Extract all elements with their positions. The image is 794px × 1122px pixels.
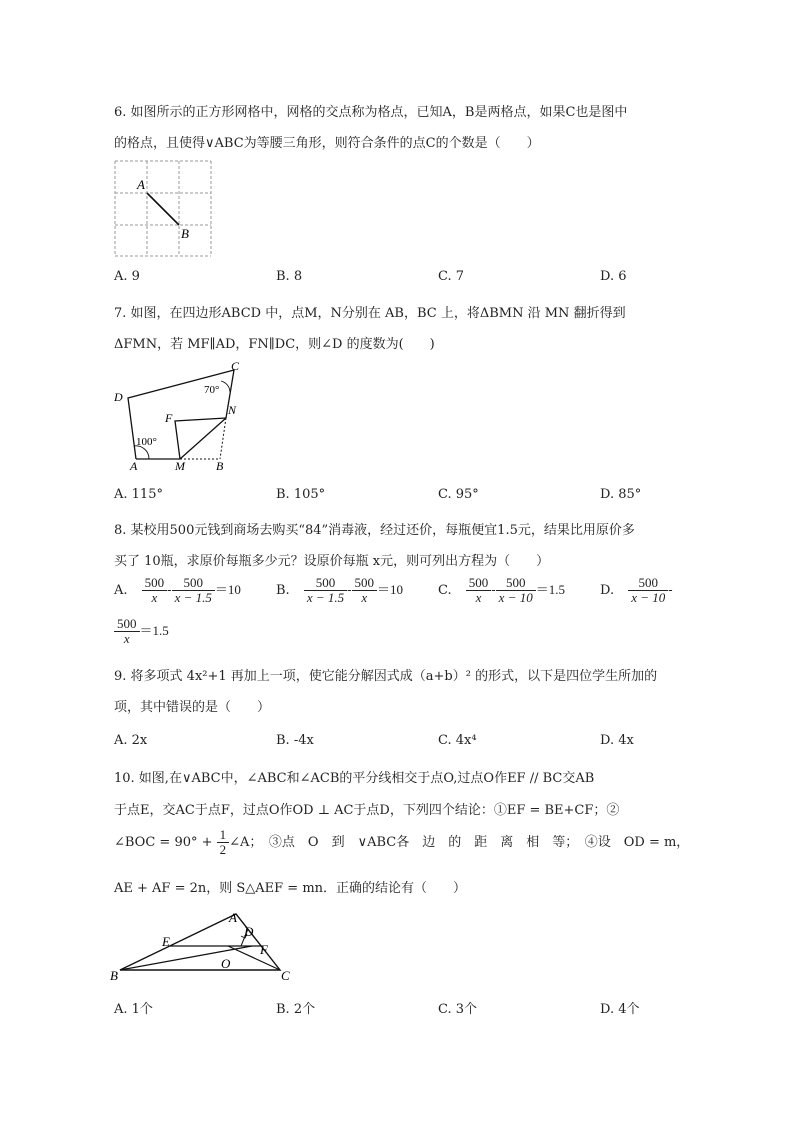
segment-ab	[147, 193, 179, 225]
q8-option-a[interactable]: A. $\frac{500}{x}$ - $\frac{500}{x - 1.5}$ ＝10	[114, 575, 241, 605]
label-a: A	[137, 177, 145, 192]
q9-option-a[interactable]: A. 2x	[114, 733, 148, 748]
q8-stem-line2: 买了 10瓶，求原价每瓶多少元？设原价每瓶 x元，则可列出方程为（ ）	[114, 554, 550, 569]
q6-stem-line2: 的格点，且使得∨ABC为等腰三角形，则符合条件的点C的个数是（ ）	[114, 136, 540, 151]
q8-option-c[interactable]: C. $\frac{500}{x}$ - $\frac{500}{x - 10}$ ＝1.5	[438, 575, 565, 605]
label-b: B	[181, 226, 189, 241]
q10-stem-line4: AE + AF = 2n，则 S△AEF = mn．正确的结论有（ ）	[114, 881, 467, 896]
q10-option-d[interactable]: D. 4个	[600, 1002, 640, 1017]
label-d: D	[244, 924, 254, 939]
label-c: C	[231, 359, 240, 373]
label-d: D	[114, 390, 123, 404]
q8-option-b[interactable]: B. $\frac{500}{x - 1.5}$ - $\frac{500}{x}$ ＝10	[276, 575, 404, 605]
q9-stem-line1: 9. 将多项式 4x²+1 再加上一项，使它能分解因式成（a+b）² 的形式，以下是四位学生所加的	[114, 669, 658, 684]
label-e: E	[162, 934, 170, 949]
q6-grid-figure	[112, 158, 216, 258]
q7-option-c[interactable]: C. 95°	[438, 487, 479, 502]
q9-option-c[interactable]: C. 4x⁴	[438, 733, 477, 748]
q7-option-b[interactable]: B. 105°	[276, 487, 326, 502]
label-m: M	[175, 459, 185, 473]
q6-option-a[interactable]: A. 9	[114, 269, 140, 284]
q9-stem-line2: 项，其中错误的是（ ）	[114, 700, 271, 715]
label-a: A	[229, 910, 237, 925]
q6-option-b[interactable]: B. 8	[276, 269, 303, 284]
q10-option-c[interactable]: C. 3个	[438, 1002, 478, 1017]
fraction: $\frac{500}{x - 1.5}$	[304, 576, 347, 605]
q7-stem-line2: ΔFMN，若 MF∥AD，FN∥DC，则∠D 的度数为( )	[114, 337, 435, 352]
q6-option-c[interactable]: C. 7	[438, 269, 465, 284]
angle-c-label: 70°	[204, 384, 220, 396]
q7-quadrilateral-figure	[108, 356, 258, 476]
q10-stem-line2: 于点E，交AC于点F，过点O作OD ⊥ AC于点D，下列四个结论：①EF = BE+CF；②	[114, 803, 620, 818]
fraction: $\frac{500}{x - 10}$	[496, 576, 536, 605]
label-n: N	[228, 403, 237, 417]
q6-option-d[interactable]: D. 6	[600, 269, 627, 284]
fraction: $\frac{500}{x - 1.5}$	[172, 576, 215, 605]
q6-stem-line1: 6. 如图所示的正方形网格中，网格的交点称为格点，已知A，B是两格点，如果C也是图中	[114, 105, 628, 120]
fraction: $\frac{500}{x - 10}$	[628, 576, 668, 605]
q7-option-a[interactable]: A. 115°	[114, 487, 163, 502]
q10-stem-line3: ∠BOC = 90° + $\frac{1}{2}$ ∠A； ③点 O 到 ∨ABC各 边 的 距 离 相 等； ④设 OD = m，	[114, 827, 690, 857]
option-label: C.	[438, 583, 452, 598]
q10-option-a[interactable]: A. 1个	[114, 1002, 153, 1017]
label-c: C	[281, 968, 290, 983]
fraction: $\frac{500}{x}$	[142, 576, 168, 605]
fraction: $\frac{500}{x}$	[466, 576, 492, 605]
label-f: F	[260, 942, 268, 957]
label-f: F	[165, 411, 173, 425]
option-label: B.	[276, 583, 290, 598]
label-a: A	[130, 459, 138, 473]
q8-option-d[interactable]: D. $\frac{500}{x - 10}$ -	[600, 575, 673, 605]
label-o: O	[221, 956, 231, 971]
q7-option-d[interactable]: D. 85°	[600, 487, 642, 502]
option-label: D.	[600, 583, 615, 598]
q9-option-d[interactable]: D. 4x	[600, 733, 634, 748]
q9-option-b[interactable]: B. -4x	[276, 733, 314, 748]
fraction-half: $\frac{1}{2}$	[217, 828, 230, 857]
fraction: $\frac{500}{x}$	[352, 576, 378, 605]
q10-option-b[interactable]: B. 2个	[276, 1002, 316, 1017]
q8-stem-line1: 8. 某校用500元钱到商场去购买“84”消毒液，经过还价，每瓶便宜1.5元，结果比用原价多	[114, 523, 635, 538]
label-b: B	[110, 968, 118, 983]
q8-option-d-continued: $\frac{500}{x}$ ＝1.5	[114, 617, 169, 646]
angle-a-label: 100°	[136, 436, 157, 448]
option-label: A.	[114, 583, 128, 598]
q10-triangle-figure	[108, 908, 298, 984]
q7-stem-line1: 7. 如图，在四边形ABCD 中，点M，N分别在 AB，BC 上，将ΔBMN 沿 MN 翻折得到	[114, 306, 626, 321]
label-b: B	[216, 459, 224, 473]
fraction: $\frac{500}{x}$	[114, 617, 140, 646]
q10-stem-line1: 10. 如图,在∨ABC中，∠ABC和∠ACB的平分线相交于点O,过点O作EF // BC交AB	[114, 771, 595, 786]
